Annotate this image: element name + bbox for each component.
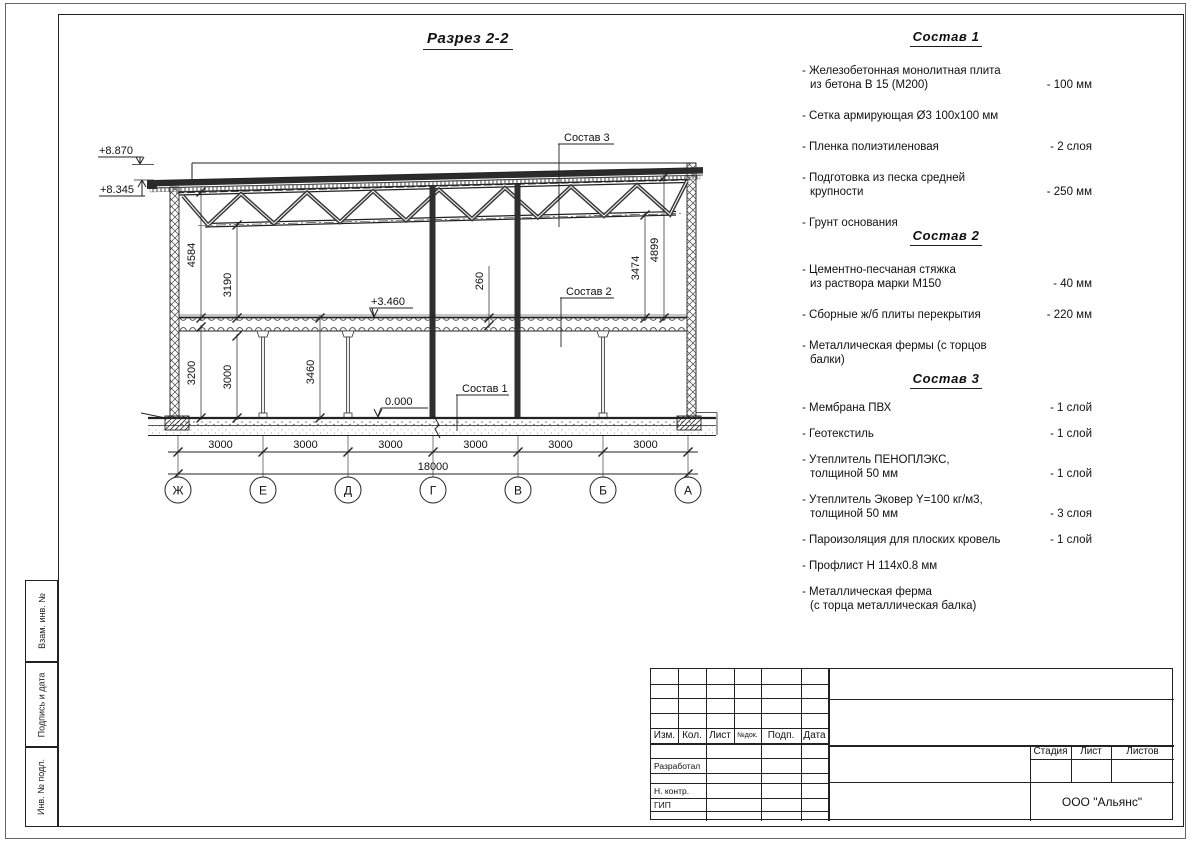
composition-item: - Железобетонная монолитная плита из бетона В 15 (М200) - 100 мм <box>802 65 1092 91</box>
elevation-top: +8.870 <box>99 145 133 157</box>
axis-label: Д <box>343 483 353 498</box>
composition-item: - Грунт основания <box>802 217 898 229</box>
tb-stage: Стадия <box>1033 746 1068 758</box>
tb-col-ndok: №док. <box>737 732 758 739</box>
axis-label: А <box>683 483 693 498</box>
composition-list-2 <box>800 227 1092 367</box>
dim-3000-vertical: 3000 <box>222 364 234 390</box>
tb-sheet: Лист <box>1080 746 1102 758</box>
tb-col-kol: Кол. <box>682 730 702 741</box>
bottom-dimensions <box>168 436 698 479</box>
dim-span: 3000 <box>633 439 658 451</box>
composition-item: - Утеплитель Эковер Y=100 кг/м3, толщиной 50 мм - 3 слоя <box>802 494 1092 520</box>
section-title: Разрез 2-2 <box>423 30 513 50</box>
wall-right <box>687 163 696 418</box>
dim-span: 3000 <box>463 439 488 451</box>
floor-slab-1 <box>141 413 717 439</box>
tb-col-data: Дата <box>803 730 826 741</box>
composition-item: - Геотекстиль - 1 слой <box>802 428 1092 440</box>
composition-list-3 <box>800 370 1092 613</box>
dim-span: 3000 <box>548 439 573 451</box>
axis-label: Е <box>258 483 268 498</box>
composition-list-1 <box>800 28 1092 230</box>
leader-sostav2: Состав 2 <box>566 286 612 298</box>
composition-item: - Профлист Н 114х0.8 мм <box>802 560 938 572</box>
dim-3200: 3200 <box>186 360 198 386</box>
wall-left <box>170 187 179 418</box>
axis-label: В <box>513 483 523 498</box>
composition-item: - Подготовка из песка средней крупности - 250 мм <box>802 172 1092 198</box>
stamp-label: Взам. инв. № <box>36 593 47 649</box>
leader-sostav3: Состав 3 <box>564 132 610 144</box>
dim-4899: 4899 <box>649 237 661 263</box>
tb-role-ncontrol: Н. контр. <box>654 785 690 796</box>
composition-item: - Цементно-песчаная стяжка из раствора марки М150 - 40 мм <box>802 264 1092 290</box>
dim-total: 18000 <box>417 461 449 473</box>
composition-item: - Сетка армирующая Ø3 100х100 мм <box>802 110 999 122</box>
axis-label: Г <box>429 483 437 498</box>
stamp-label: Подпись и дата <box>36 672 47 737</box>
composition-item: - Металлическая фермы (с торцов балки) <box>802 340 987 366</box>
axis-bubbles <box>165 477 701 503</box>
composition-item: - Пароизоляция для плоских кровель - 1 слой <box>802 534 1092 546</box>
dim-span: 3000 <box>208 439 233 451</box>
tb-company: ООО "Альянс" <box>1061 794 1143 809</box>
composition-item: - Металлическая ферма (с торца металлическая балка) <box>802 586 977 612</box>
axis-label: Ж <box>172 483 184 498</box>
composition-item: - Утеплитель ПЕНОПЛЭКС, толщиной 50 мм - 1 слой <box>802 454 1092 480</box>
leader-sostav1: Состав 1 <box>462 383 508 395</box>
composition-title: Состав 1 <box>910 29 983 47</box>
stamp-label: Инв. № подл. <box>36 758 47 816</box>
tb-col-izm: Изм. <box>653 730 676 741</box>
composition-title: Состав 2 <box>910 228 983 246</box>
dim-span: 3000 <box>378 439 403 451</box>
tb-col-podp: Подп. <box>767 730 795 741</box>
tb-role-developer: Разработал <box>654 760 701 771</box>
dim-3190: 3190 <box>222 272 234 298</box>
title-block <box>650 668 1173 820</box>
composition-item: - Пленка полиэтиленовая - 2 слоя <box>802 141 1092 153</box>
elevation-roof: +8.345 <box>100 184 134 196</box>
composition-item: - Мембрана ПВХ - 1 слой <box>802 402 1092 414</box>
axis-label: Б <box>599 483 607 498</box>
tb-role-gip: ГИП <box>654 799 671 810</box>
composition-item: - Сборные ж/б плиты перекрытия - 220 мм <box>802 309 1092 321</box>
elevation-floor1: 0.000 <box>385 396 413 408</box>
dim-span: 3000 <box>293 439 318 451</box>
dim-3474: 3474 <box>630 255 642 281</box>
elevation-floor2: +3.460 <box>371 296 405 308</box>
composition-title: Состав 3 <box>910 371 983 389</box>
dim-260: 260 <box>474 271 486 291</box>
tb-sheets-total: Листов <box>1126 746 1159 758</box>
dim-3460: 3460 <box>305 359 317 385</box>
dim-4584: 4584 <box>186 242 198 268</box>
tb-col-list: Лист <box>709 730 731 741</box>
floor-slab-2 <box>179 315 687 331</box>
